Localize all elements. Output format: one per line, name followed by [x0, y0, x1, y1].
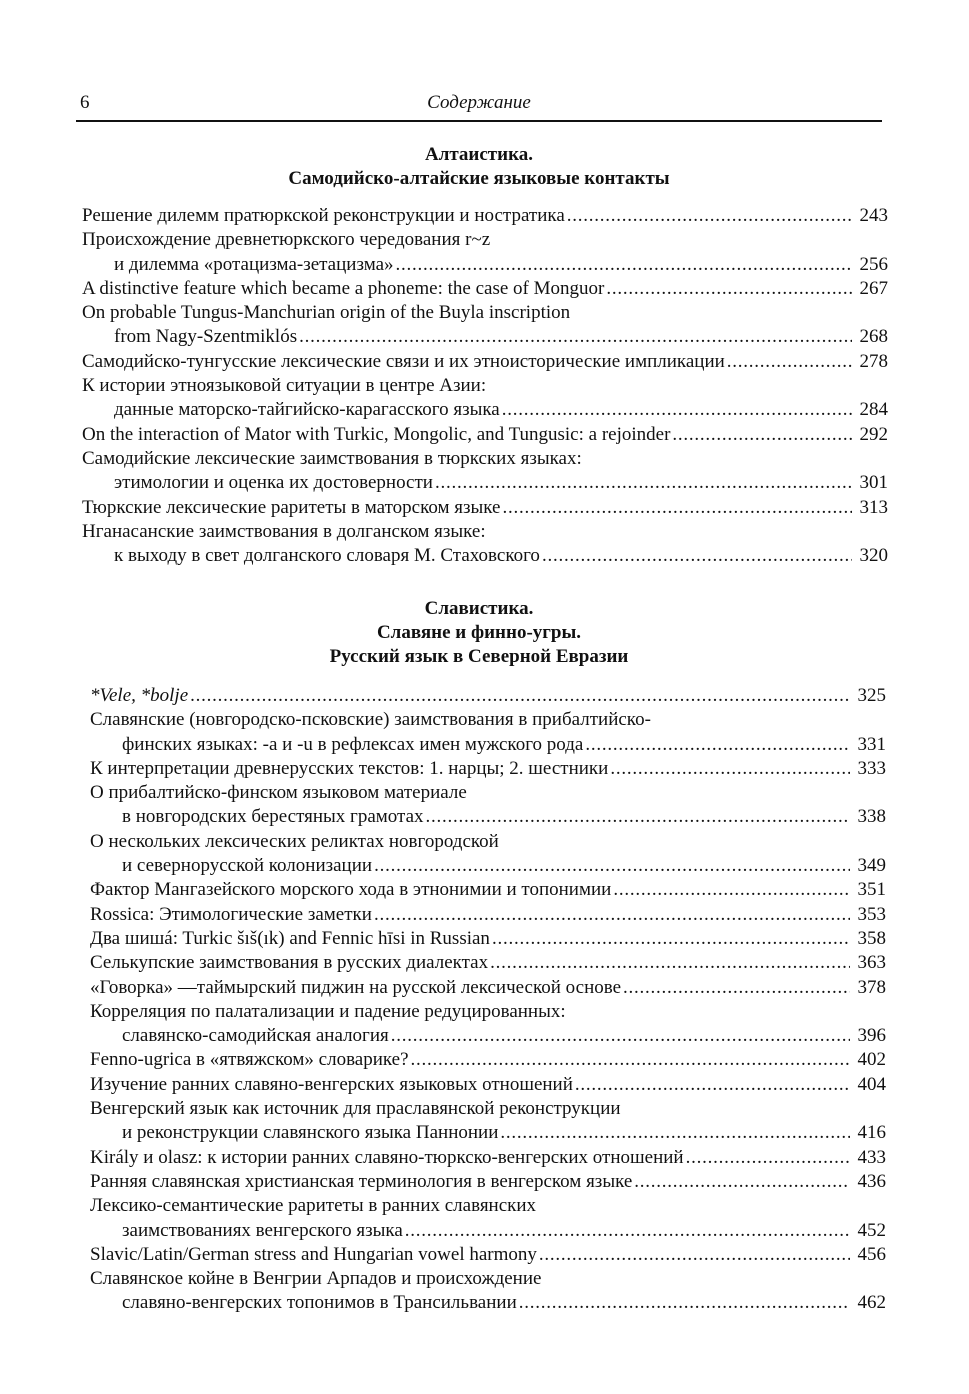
page-ref: 456	[857, 1243, 886, 1265]
running-header	[76, 88, 882, 122]
toc-entry-line1[interactable]: О нескольких лексических реликтах новгородской	[90, 830, 499, 852]
toc-entry[interactable]: Изучение ранних славяно-венгерских языковых отношений . . . 404	[90, 1073, 886, 1097]
leader-dots	[374, 854, 850, 878]
running-title: Содержание	[427, 92, 531, 113]
toc-entry[interactable]: и реконструкции славянского языка Паннонии . . . 416	[90, 1121, 886, 1145]
section-title-line: Славяне и финно-угры.	[376, 622, 582, 643]
page-ref: 292	[859, 423, 888, 445]
page-ref: 349	[857, 855, 886, 877]
page-ref: 256	[859, 253, 888, 275]
leader-dots	[585, 733, 850, 757]
page-ref: 452	[857, 1219, 886, 1241]
leader-dots	[606, 277, 852, 301]
toc-entry-line1[interactable]: Венгерский язык как источник для праславянской реконструкции	[90, 1098, 621, 1120]
page-ref: 267	[859, 277, 888, 299]
leader-dots	[490, 951, 850, 975]
page-ref: 378	[857, 976, 886, 998]
toc-entry[interactable]: Slavic/Latin/German stress and Hungarian vowel harmony . . . 456	[90, 1243, 886, 1267]
leader-dots	[426, 805, 850, 829]
section-title-line: Русский язык в Северной Евразии	[329, 646, 629, 667]
page-ref: 333	[857, 757, 886, 779]
section-title	[76, 597, 882, 669]
toc-entry[interactable]: Király и olasz: к истории ранних славяно-тюркско-венгерских отношений . . . 433	[90, 1146, 886, 1170]
toc-entry-line1[interactable]: Славянские (новгородско-псковские) заимствования в прибалтийско-	[90, 709, 651, 731]
leader-dots	[190, 684, 850, 708]
leader-dots	[391, 1024, 850, 1048]
toc-entry[interactable]: Fenno-ugrica в «ятвяжском» словарике? . . . 402	[90, 1048, 886, 1072]
page-ref: 404	[857, 1073, 886, 1095]
leader-dots	[610, 757, 850, 781]
section-title-line: Самодийско-алтайские языковые контакты	[288, 168, 670, 189]
page-ref: 402	[857, 1049, 886, 1071]
toc-entry-line1[interactable]: Корреляция по палатализации и падение редуцированных:	[90, 1000, 566, 1022]
toc-entry[interactable]: и дилемма «ротацизма-зетацизма» . . . 256	[82, 253, 888, 277]
page-ref: 363	[857, 952, 886, 974]
section-title-line: Алтаистика.	[424, 144, 534, 165]
toc-entry[interactable]: в новгородских берестяных грамотах . . . 338	[90, 805, 886, 829]
toc-section-slavic	[90, 684, 886, 1316]
leader-dots	[405, 1219, 850, 1243]
page-ref: 331	[857, 733, 886, 755]
page-ref: 416	[857, 1122, 886, 1144]
toc-entry[interactable]: A distinctive feature which became a phoneme: the case of Monguor . . . 267	[82, 277, 888, 301]
leader-dots	[567, 204, 852, 228]
page-ref: 301	[859, 472, 888, 494]
page-ref: 243	[859, 205, 888, 226]
toc-entry-line1[interactable]: Славянское койне в Венгрии Арпадов и происхождение	[90, 1268, 542, 1290]
toc-entry[interactable]: Фактор Мангазейского морского хода в этнонимии и топонимии . . . 351	[90, 878, 886, 902]
toc-entry-line1[interactable]: Нганасанские заимствования в долганском языке:	[82, 520, 486, 542]
toc-entry-line1[interactable]: Лексико-семантические раритеты в ранних славянских	[90, 1195, 537, 1217]
page-ref: 396	[857, 1025, 886, 1047]
page-ref: 325	[857, 685, 886, 706]
toc-entry[interactable]: данные маторско-тайгийско-карагасского языка . . . 284	[82, 398, 888, 422]
toc-entry[interactable]: «Говорка» —таймырский пиджин на русской лексической основе . . . 378	[90, 976, 886, 1000]
page-ref: 436	[857, 1170, 886, 1192]
toc-entry[interactable]: Тюркские лексические раритеты в маторском языке . . . 313	[82, 496, 888, 520]
page-number: 6	[80, 92, 90, 113]
leader-dots	[411, 1048, 850, 1072]
toc-entry-line1[interactable]: Самодийские лексические заимствования в тюркских языках:	[82, 447, 582, 469]
leader-dots	[575, 1073, 850, 1097]
toc-entry[interactable]: Ранняя славянская христианская терминология в венгерском языке . . . 436	[90, 1170, 886, 1194]
toc-entry[interactable]: славяно-венгерских топонимов в Трансильвании . . . 462	[90, 1291, 886, 1315]
leader-dots	[539, 1243, 850, 1267]
page-ref: 278	[859, 350, 888, 372]
page-ref: 351	[857, 879, 886, 901]
leader-dots	[542, 544, 852, 568]
toc-section-altaic	[82, 204, 888, 568]
leader-dots	[492, 927, 850, 951]
leader-dots	[686, 1146, 850, 1170]
leader-dots	[502, 398, 852, 422]
page-ref: 338	[857, 806, 886, 828]
leader-dots	[634, 1170, 850, 1194]
section-title-line: Славистика.	[424, 598, 534, 619]
leader-dots	[623, 976, 850, 1000]
page-ref: 358	[857, 927, 886, 949]
toc-entry-line1[interactable]: О прибалтийско-финском языковом материале	[90, 782, 467, 804]
leader-dots	[519, 1291, 850, 1315]
toc-entry[interactable]: Два шишá: Turkic šıš(ık) and Fennic hīsi in Russian . . . 358	[90, 927, 886, 951]
toc-entry[interactable]: Rossica: Этимологические заметки . . . 353	[90, 903, 886, 927]
toc-entry-line1[interactable]: Происхождение древнетюркского чередования r~z	[82, 229, 491, 251]
leader-dots	[299, 325, 852, 349]
toc-entry[interactable]: этимологии и оценка их достоверности . . . 301	[82, 471, 888, 495]
toc-entry[interactable]: Селькупские заимствования в русских диалектах . . . 363	[90, 951, 886, 975]
toc-entry[interactable]: к выходу в свет долганского словаря М. Стаховского . . . 320	[82, 544, 888, 568]
leader-dots	[500, 1121, 850, 1145]
toc-entry[interactable]: финских языках: -a и -u в рефлексах имен мужского рода . . . 331	[90, 733, 886, 757]
leader-dots	[613, 878, 850, 902]
page-ref: 433	[857, 1146, 886, 1168]
leader-dots	[374, 903, 850, 927]
page-ref: 284	[859, 399, 888, 421]
toc-entry[interactable]: славянско-самодийская аналогия . . . 396	[90, 1024, 886, 1048]
toc-entry[interactable]: from Nagy-Szentmiklós . . . 268	[82, 325, 888, 349]
leader-dots	[672, 423, 852, 447]
page-ref: 268	[859, 326, 888, 348]
leader-dots	[502, 496, 852, 520]
toc-entry[interactable]: Самодийско-тунгусские лексические связи и их этноисторические импликации . . . 278	[82, 350, 888, 374]
page-ref: 313	[859, 496, 888, 518]
page-ref: 462	[857, 1292, 886, 1314]
leader-dots	[727, 350, 852, 374]
page-ref: 353	[857, 903, 886, 925]
leader-dots	[396, 253, 852, 277]
leader-dots	[435, 471, 852, 495]
toc-entry[interactable]: заимствованиях венгерского языка . . . 452	[90, 1219, 886, 1243]
toc-entry[interactable]: *Vele, *bolje . . . 325	[90, 684, 886, 708]
toc-entry[interactable]: Решение дилемм пратюркской реконструкции и ностратика . . . 243	[82, 204, 888, 228]
page-ref: 320	[859, 545, 888, 567]
toc-entry[interactable]: и севернорусской колонизации . . . 349	[90, 854, 886, 878]
toc-entry[interactable]: К интерпретации древнерусских текстов: 1. нарцы; 2. шестники . . . 333	[90, 757, 886, 781]
toc-entry-line1[interactable]: К истории этноязыковой ситуации в центре Азии:	[82, 375, 487, 397]
section-title	[76, 143, 882, 191]
toc-entry-line1[interactable]: On probable Tungus-Manchurian origin of the Buyla inscription	[82, 302, 571, 324]
toc-entry[interactable]: On the interaction of Mator with Turkic, Mongolic, and Tungusic: a rejoinder . . . 292	[82, 423, 888, 447]
